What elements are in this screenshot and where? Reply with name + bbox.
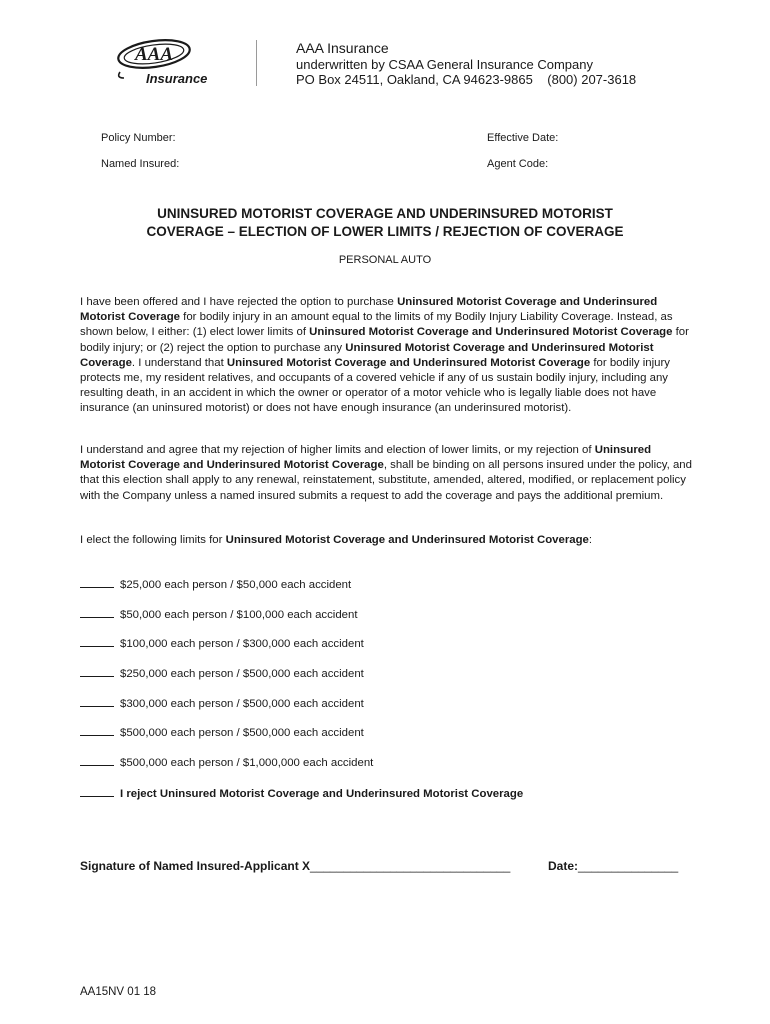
p1-text-5: for bodily injury protects me, my resident relatives, and occupants of a covered vehicle if any of us sustain bodily injury, including any resulting death, in an accident in which the owner or operator of a motor vehicle who is legally liable does not have insurance (an uninsured motorist) or does not have enough insurance (an underinsured motorist). xyxy=(80,356,670,415)
aaa-logo-icon xyxy=(112,38,216,90)
limit-option-6[interactable] xyxy=(80,725,364,739)
option-label: $25,000 each person / $50,000 each accident xyxy=(120,579,352,591)
limit-option-7[interactable] xyxy=(80,755,373,769)
limit-option-2[interactable] xyxy=(80,607,358,621)
p3-bold-1: Uninsured Motorist Coverage and Underinsured Motorist Coverage xyxy=(225,534,589,546)
company-name: AAA Insurance xyxy=(296,40,389,56)
signature-label: Signature of Named Insured-Applicant X xyxy=(80,859,311,873)
date-label: Date: xyxy=(548,859,579,873)
p3-text-1: I elect the following limits for xyxy=(80,534,226,546)
date-blank[interactable]: _______________ xyxy=(578,859,679,873)
effective-date-label: Effective Date: xyxy=(487,132,559,144)
option-label: $50,000 each person / $100,000 each accident xyxy=(120,609,358,621)
p1-bold-3: Uninsured Motorist Coverage and Underinsured Motorist Coverage xyxy=(80,341,654,369)
p1-text-4: . I understand that xyxy=(131,356,227,369)
option-label: $100,000 each person / $300,000 each accident xyxy=(120,638,364,650)
document-title xyxy=(80,205,690,241)
option-blank[interactable] xyxy=(80,786,114,797)
paragraph-elect xyxy=(80,533,692,548)
p2-text-2: , shall be binding on all persons insured under the policy, and that this election shall apply to any renewal, reinstatement, substitute, amended, altered, modified, or replacement policy with the Company unless a named insured submits a request to add the coverage and pays the additional premium. xyxy=(80,459,692,502)
p1-text-1: I have been offered and I have rejected the option to purchase xyxy=(80,296,398,308)
date-line[interactable] xyxy=(548,859,678,873)
option-blank[interactable] xyxy=(80,636,114,647)
form-code: AA15NV 01 18 xyxy=(80,986,157,998)
option-blank[interactable] xyxy=(80,577,114,588)
option-label: $300,000 each person / $500,000 each accident xyxy=(120,698,364,710)
reject-option[interactable] xyxy=(80,786,523,800)
option-label: $500,000 each person / $500,000 each accident xyxy=(120,727,364,739)
limit-option-1[interactable] xyxy=(80,577,351,591)
p2-bold-1: Uninsured Motorist Coverage and Underinsured Motorist Coverage xyxy=(80,444,652,472)
aaa-insurance-logo xyxy=(112,38,216,90)
p1-bold-2: Uninsured Motorist Coverage and Underinsured Motorist Coverage xyxy=(309,326,673,339)
option-blank[interactable] xyxy=(80,696,114,707)
option-label: $250,000 each person / $500,000 each accident xyxy=(120,668,364,680)
p1-text-2: for bodily injury in an amount equal to the limits of my Bodily Injury Liability Coverage. Instead, as shown below, I either: (1) elect lower limits of xyxy=(80,311,673,339)
signature-line[interactable] xyxy=(80,859,510,873)
header-divider xyxy=(256,40,257,86)
option-blank[interactable] xyxy=(80,725,114,736)
p1-text-3: for bodily injury; or (2) reject the option to purchase any xyxy=(80,326,689,354)
logo-mark: AAA xyxy=(134,44,174,65)
option-blank[interactable] xyxy=(80,755,114,766)
p1-bold-1: Uninsured Motorist Coverage and Underinsured Motorist Coverage xyxy=(80,296,658,324)
title-line-2: COVERAGE – ELECTION OF LOWER LIMITS / REJECTION OF COVERAGE xyxy=(146,224,624,239)
company-header xyxy=(296,40,636,87)
policy-number-label: Policy Number: xyxy=(101,132,176,144)
signature-blank[interactable]: ______________________________ xyxy=(310,859,511,873)
option-blank[interactable] xyxy=(80,666,114,677)
option-blank[interactable] xyxy=(80,607,114,618)
company-address: PO Box 24511, Oakland, CA 94623-9865 (800) 207-3618 xyxy=(296,72,637,87)
limit-option-4[interactable] xyxy=(80,666,364,680)
option-label: $500,000 each person / $1,000,000 each accident xyxy=(120,757,374,769)
named-insured-label: Named Insured: xyxy=(101,158,180,170)
p1-bold-4: Uninsured Motorist Coverage and Underinsured Motorist Coverage xyxy=(226,356,591,369)
reject-label: I reject Uninsured Motorist Coverage and Underinsured Motorist Coverage xyxy=(120,788,524,800)
p3-text-2: : xyxy=(588,534,593,546)
agent-code-label: Agent Code: xyxy=(487,158,549,170)
limit-option-3[interactable] xyxy=(80,636,364,650)
underwriter-line: underwritten by CSAA General Insurance Company xyxy=(296,57,593,72)
limit-option-5[interactable] xyxy=(80,696,364,710)
document-subtitle: PERSONAL AUTO xyxy=(338,254,432,266)
p2-text-1: I understand and agree that my rejection of higher limits and election of lower limits, or my rejection of xyxy=(80,444,595,456)
logo-text: Insurance xyxy=(146,71,208,86)
title-line-1: UNINSURED MOTORIST COVERAGE AND UNDERINSURED MOTORIST xyxy=(157,206,613,221)
paragraph-agreement xyxy=(80,443,692,504)
paragraph-offer xyxy=(80,295,692,417)
